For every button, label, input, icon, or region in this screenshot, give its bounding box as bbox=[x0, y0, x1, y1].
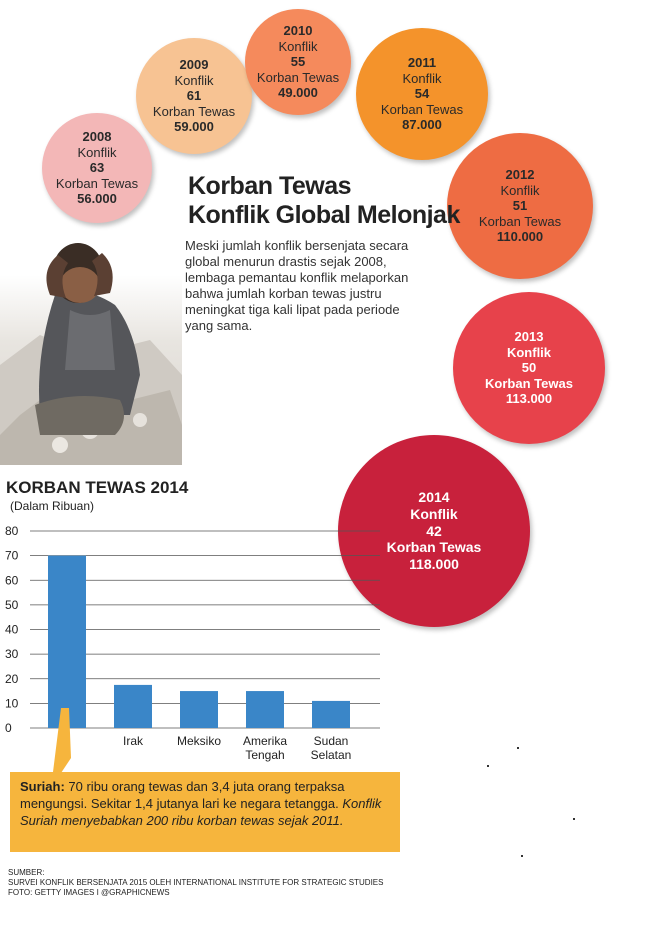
bubble-year: 2014 bbox=[418, 489, 450, 505]
bubble-deaths-label: Korban Tewas bbox=[152, 103, 236, 119]
bubble-conflict-label: Konflik bbox=[410, 505, 458, 522]
bubble-conflict-count: 50 bbox=[521, 360, 537, 376]
callout-text bbox=[20, 778, 390, 829]
bubble-2011 bbox=[356, 28, 488, 160]
description: Meski jumlah konflik bersenjata secara global menurun drastis sejak 2008, lembaga pemantau konflik melaporkan bahwa jumlah korban tewas justru meningkat tiga kali lipat pada periode yang sama. bbox=[185, 238, 409, 333]
y-tick-label: 70 bbox=[5, 548, 19, 563]
bubble-conflict-label: Konflik bbox=[500, 182, 540, 198]
bubble-year: 2011 bbox=[407, 55, 437, 71]
y-tick-label: 40 bbox=[5, 622, 19, 637]
headline-line-1: Korban Tewas bbox=[188, 172, 352, 200]
bar bbox=[246, 691, 284, 728]
footer-source-label: SUMBER: bbox=[8, 868, 45, 877]
y-tick-label: 0 bbox=[5, 721, 12, 735]
y-tick-label: 60 bbox=[5, 573, 19, 588]
bubble-deaths-count: 49.000 bbox=[278, 85, 318, 101]
syria-callout bbox=[10, 772, 400, 852]
bubble-year: 2009 bbox=[179, 57, 209, 73]
bubble-deaths-label: Korban Tewas bbox=[55, 175, 139, 191]
bubble-year: 2012 bbox=[505, 167, 535, 183]
footer-source-text: SURVEI KONFLIK BERSENJATA 2015 OLEH INTERNATIONAL INSTITUTE FOR STRATEGIC STUDIES bbox=[8, 878, 384, 887]
y-tick-label: 50 bbox=[5, 597, 19, 612]
y-tick-label: 80 bbox=[5, 524, 19, 538]
bubble-deaths-count: 87.000 bbox=[402, 117, 442, 133]
bubble-2012 bbox=[447, 133, 593, 279]
bubble-deaths-label: Korban Tewas bbox=[478, 213, 562, 229]
speck bbox=[517, 747, 519, 749]
speck bbox=[573, 818, 575, 820]
bubble-deaths-count: 59.000 bbox=[174, 119, 214, 135]
speck bbox=[487, 765, 489, 767]
x-tick-label: Irak bbox=[122, 734, 144, 748]
headline bbox=[188, 172, 460, 230]
bubble-2008 bbox=[42, 113, 152, 223]
bubble-2013 bbox=[453, 292, 605, 444]
bubble-deaths-count: 110.000 bbox=[496, 229, 544, 245]
bubble-deaths-count: 113.000 bbox=[505, 391, 553, 407]
bar bbox=[114, 685, 152, 728]
bar bbox=[180, 691, 218, 728]
bubble-2010 bbox=[245, 9, 351, 115]
bubble-deaths-label: Korban Tewas bbox=[386, 539, 482, 556]
bar bbox=[312, 701, 350, 728]
x-tick-label: Selatan bbox=[310, 748, 352, 762]
bubble-2009 bbox=[136, 38, 252, 154]
bubble-conflict-label: Konflik bbox=[402, 70, 442, 86]
bubble-year: 2008 bbox=[82, 129, 112, 145]
bubble-deaths-count: 56.000 bbox=[77, 191, 117, 207]
deaths-bar-chart bbox=[0, 515, 400, 775]
x-tick-label: Meksiko bbox=[176, 734, 222, 748]
bubble-conflict-label: Konflik bbox=[77, 144, 117, 160]
bubble-deaths-label: Korban Tewas bbox=[485, 375, 573, 391]
callout-label: Suriah: bbox=[20, 779, 65, 794]
bubble-conflict-label: Konflik bbox=[506, 344, 552, 360]
chart-title: KORBAN TEWAS 2014 bbox=[6, 478, 189, 497]
bubble-deaths-label: Korban Tewas bbox=[380, 101, 464, 117]
bubble-conflict-count: 54 bbox=[414, 86, 430, 102]
x-tick-label: Tengah bbox=[245, 748, 285, 762]
callout-italic: Konflik Suriah menyebabkan 200 ribu korban tewas sejak 2011. bbox=[20, 796, 382, 828]
bubble-conflict-label: Konflik bbox=[174, 72, 214, 88]
bubble-deaths-count: 118.000 bbox=[409, 556, 459, 573]
y-tick-label: 30 bbox=[5, 647, 19, 662]
callout-body: 70 ribu orang tewas dan 3,4 juta orang terpaksa mengungsi. Sekitar 1,4 jutanya lari ke negara tetangga. bbox=[20, 779, 345, 811]
bubble-conflict-count: 42 bbox=[426, 522, 442, 539]
grieving-man-photo bbox=[0, 215, 182, 465]
bubble-conflict-count: 51 bbox=[512, 198, 528, 214]
bubble-deaths-label: Korban Tewas bbox=[256, 69, 340, 85]
footer-photo-credit: FOTO: GETTY IMAGES I @GRAPHICNEWS bbox=[8, 888, 170, 897]
footer-source bbox=[8, 868, 383, 898]
bubble-conflict-count: 61 bbox=[186, 88, 202, 104]
y-tick-label: 20 bbox=[5, 671, 19, 686]
bubble-year: 2013 bbox=[514, 329, 544, 345]
bubble-year: 2010 bbox=[283, 23, 313, 39]
bubble-conflict-count: 63 bbox=[89, 160, 105, 176]
headline-line-2: Konflik Global Melonjak bbox=[188, 201, 460, 229]
x-tick-label: Amerika bbox=[242, 734, 288, 748]
speck bbox=[521, 855, 523, 857]
bar bbox=[48, 556, 86, 728]
y-tick-label: 10 bbox=[5, 696, 19, 711]
bubble-conflict-count: 55 bbox=[290, 54, 306, 70]
bubble-conflict-label: Konflik bbox=[278, 38, 318, 54]
chart-subtitle: (Dalam Ribuan) bbox=[10, 499, 95, 513]
x-tick-label: Sudan bbox=[313, 734, 349, 748]
